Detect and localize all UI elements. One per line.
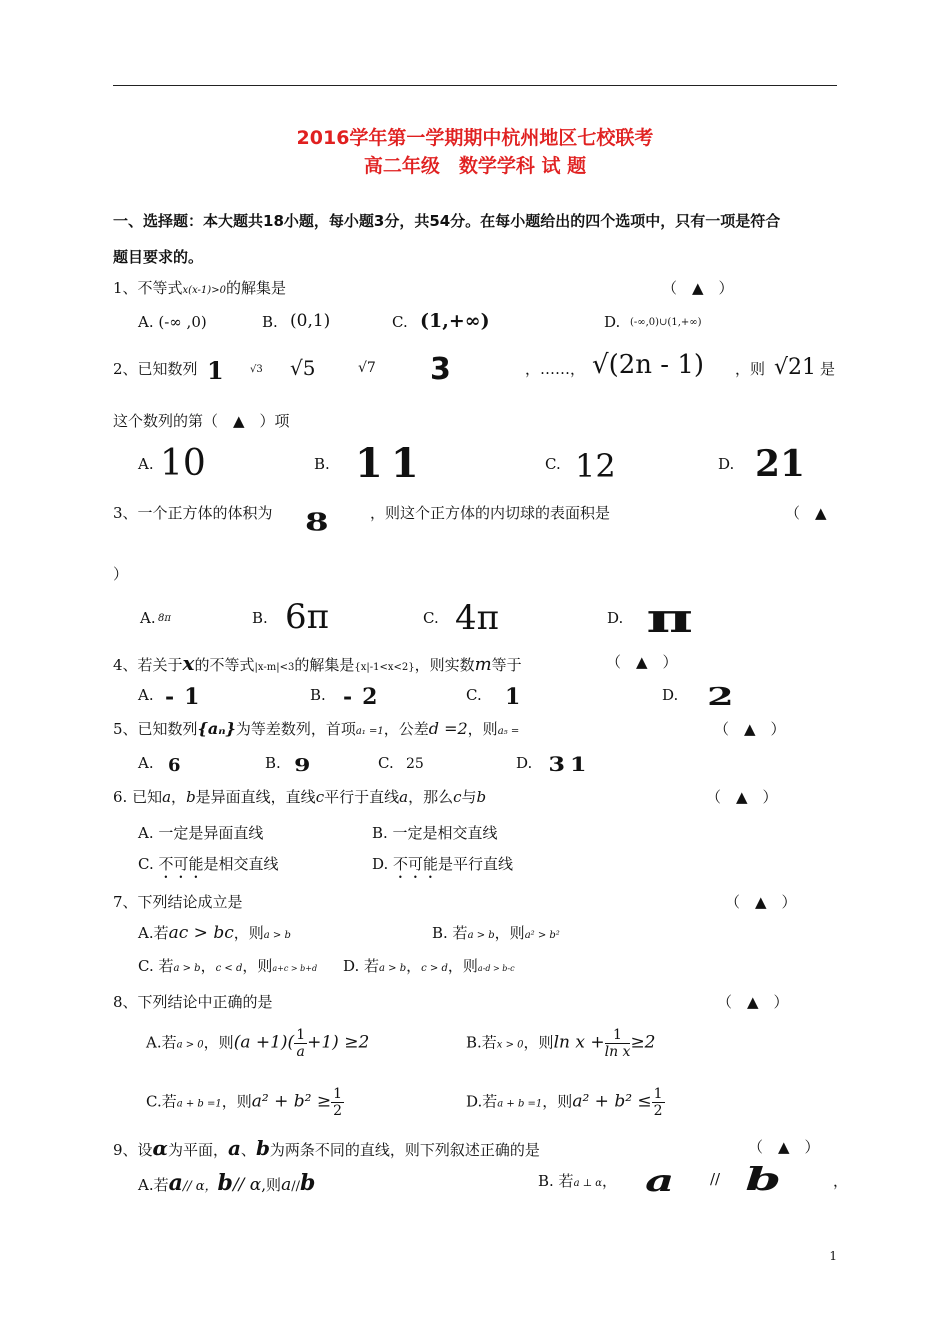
q8-a-frac xyxy=(294,1027,307,1060)
q4-option-b: -2 xyxy=(343,684,388,710)
q5-tail: ，则 xyxy=(467,720,498,738)
q8-c-num: 1 xyxy=(333,1086,343,1102)
q1-option-b: (0,1) xyxy=(290,311,331,331)
q1-option-c: (1,+∞) xyxy=(420,310,490,332)
q8-a-expr2: +1) ≥2 xyxy=(307,1032,370,1053)
q6-option-c-emph: 不可能 xyxy=(158,855,204,873)
question-4 xyxy=(113,651,522,675)
q8-d-num: 1 xyxy=(653,1086,663,1102)
q1-expr: x(x-1)>0 xyxy=(182,285,226,296)
q8-answer-mark: （ ▲ ） xyxy=(717,993,789,1011)
q3-answer-mark: （ ▲ xyxy=(785,504,827,522)
q8-b-den: ln x xyxy=(604,1044,631,1060)
q1-option-a: A. (-∞ ,0) xyxy=(138,313,207,331)
q8-a-cond: a > 0 xyxy=(176,1039,204,1051)
q4-option-c: 1 xyxy=(505,684,521,710)
q5-option-b-label: B. xyxy=(265,754,281,772)
q7-option-a xyxy=(138,922,291,943)
section-header: 一、选择题：本大题共18小题，每小题3分，共54分。在每小题给出的四个选项中，只有一项是符合 xyxy=(113,212,781,230)
q3-option-c-label: C. xyxy=(423,609,439,627)
q6-option-d-rest: 是平行直线 xyxy=(438,855,514,873)
q7-c-sep: ， xyxy=(200,957,216,975)
q7-option-b xyxy=(432,922,560,943)
q9-a-res-a: a xyxy=(281,1175,292,1195)
q8-c-frac xyxy=(331,1086,344,1119)
q4-answer-mark: （ ▲ ） xyxy=(606,653,678,671)
q9-mid: 为平面， xyxy=(167,1141,228,1159)
q1-option-d: (-∞,0)∪(1,+∞) xyxy=(630,317,702,328)
q9-a-par3: // xyxy=(291,1179,300,1194)
q1-answer-mark: （ ▲ ） xyxy=(662,279,734,297)
q5-option-a: 6 xyxy=(168,755,181,776)
q8-c-label: C.若 xyxy=(146,1092,177,1111)
q9-a-line-a: a xyxy=(168,1170,183,1196)
q4-var2: m xyxy=(474,654,492,675)
q2-then: ，则 xyxy=(735,360,766,378)
q9-a: a xyxy=(227,1136,241,1160)
q8-option-c xyxy=(146,1086,344,1119)
q4-stem: 4、若关于 xyxy=(113,656,183,674)
q5-option-b: 9 xyxy=(294,755,311,776)
exam-title: 2016学年第一学期期中杭州地区七校联考 xyxy=(296,127,654,149)
q8-b-expr1: ln x + xyxy=(553,1032,605,1053)
q8-b-frac xyxy=(605,1027,631,1060)
q2-option-b-label: B. xyxy=(314,455,330,473)
q8-d-label: D.若 xyxy=(466,1092,498,1111)
q5-answer-mark: （ ▲ ） xyxy=(714,720,786,738)
q8-option-a xyxy=(146,1027,369,1060)
q2-option-d-label: D. xyxy=(718,455,735,473)
q3-option-b: 6π xyxy=(285,597,329,637)
q9-b-line-a: a xyxy=(645,1164,675,1199)
q7-option-c xyxy=(138,955,317,976)
q6-answer-mark: （ ▲ ） xyxy=(706,788,778,806)
q6-option-c-label: C. xyxy=(138,855,159,873)
q2-target: √21 xyxy=(774,355,817,380)
q3-option-a-label: A. xyxy=(140,609,156,627)
q7-a-result: a > b xyxy=(263,930,291,941)
q9-a-res-b: b xyxy=(299,1170,316,1196)
q9-option-b xyxy=(538,1170,617,1191)
question-3-stem: 3、一个正方体的体积为 xyxy=(113,504,273,522)
q7-d-cond1: a > b xyxy=(379,963,407,974)
q2-term-2: √3 xyxy=(250,364,263,375)
q4-mid: 的不等式 xyxy=(194,656,255,674)
q9-tail: 为两条不同的直线，则下列叙述正确的是 xyxy=(269,1141,540,1159)
q7-c-cond2: c < d xyxy=(215,963,243,974)
question-8-stem: 8、下列结论中正确的是 xyxy=(113,993,273,1011)
q8-a-expr1: (a +1)( xyxy=(233,1032,295,1053)
question-6: 6. 已知a，b是异面直线，直线c平行于直线a，那么c与b xyxy=(113,788,487,806)
q8-option-d xyxy=(466,1086,665,1119)
q9-b-line-b: b xyxy=(745,1160,782,1198)
q6-stem: 6. 已知 xyxy=(113,788,163,806)
q3-option-d-label: D. xyxy=(607,609,624,627)
q9-b-label: B. 若 xyxy=(538,1172,574,1190)
q9-a-then: ,则 xyxy=(261,1176,282,1194)
q5-option-d-label: D. xyxy=(516,754,533,772)
q7-b-result: a² > b² xyxy=(524,930,560,941)
q2-continuation: 这个数列的第（ ▲ ）项 xyxy=(113,412,290,430)
q3-option-d: π xyxy=(646,595,694,642)
q3-tail: ，则这个正方体的内切球的表面积是 xyxy=(370,504,611,522)
q7-a-then: ，则 xyxy=(233,924,264,942)
q5-mid: 为等差数列，首项 xyxy=(235,720,356,738)
q9-a-label: A.若 xyxy=(138,1176,169,1194)
q6-option-b: B. 一定是相交直线 xyxy=(372,824,498,842)
q8-a-label: A.若 xyxy=(146,1033,177,1052)
q2-option-c-label: C. xyxy=(545,455,561,473)
q4-tail2: 等于 xyxy=(491,656,522,674)
q4-tail: ，则实数 xyxy=(414,656,475,674)
q6-c: c xyxy=(315,788,325,806)
q7-a-cond: ac > bc xyxy=(168,923,234,943)
section-header-cont: 题目要求的。 xyxy=(113,248,204,266)
q2-is: 是 xyxy=(820,360,836,378)
q6-option-d-label: D. xyxy=(372,855,394,873)
q8-c-den: 2 xyxy=(333,1103,343,1119)
q9-b-sep: ， xyxy=(602,1172,618,1190)
q5-d: d =2 xyxy=(428,719,468,738)
q6-option-c xyxy=(138,853,279,882)
q7-d-label: D. 若 xyxy=(343,957,380,975)
question-1 xyxy=(113,277,286,298)
q5-stem: 5、已知数列 xyxy=(113,720,198,738)
q4-var: x xyxy=(182,651,195,675)
q4-set: {x|-1<x<2} xyxy=(354,662,415,673)
q9-option-a xyxy=(138,1170,315,1196)
q4-option-a: -1 xyxy=(165,684,210,710)
q7-a-label: A.若 xyxy=(138,924,169,942)
q5-seq: {aₙ} xyxy=(197,719,236,738)
q9-b: b xyxy=(255,1136,270,1160)
q6-b2: b xyxy=(476,788,487,806)
q7-d-sep: ， xyxy=(406,957,422,975)
q2-ellipsis: ，……， xyxy=(525,360,586,378)
question-5 xyxy=(113,718,519,739)
q9-alpha: α xyxy=(152,1136,168,1160)
q8-d-cond: a + b =1 xyxy=(497,1098,543,1110)
q8-c-expr: a² + b² ≥ xyxy=(251,1091,332,1112)
q8-b-label: B.若 xyxy=(466,1033,497,1052)
q7-b-cond: a > b xyxy=(467,930,495,941)
q4-option-a-label: A. xyxy=(138,686,154,704)
q4-option-d: 2 xyxy=(706,682,734,711)
q5-option-a-label: A. xyxy=(138,754,154,772)
q2-term-3: √5 xyxy=(290,356,316,380)
question-2-stem: 2、已知数列 xyxy=(113,360,198,378)
q7-d-result: a-d > b-c xyxy=(477,964,515,973)
q5-a5: a₅ = xyxy=(497,726,520,737)
q1-option-c-label: C. xyxy=(392,313,408,331)
q2-option-d: 21 xyxy=(755,443,806,485)
top-rule xyxy=(113,85,837,86)
q3-volume: 8 xyxy=(305,509,329,537)
q2-term-5: 3 xyxy=(430,352,451,387)
q2-term-4: √7 xyxy=(358,360,376,376)
q9-answer-mark: （ ▲ ） xyxy=(748,1138,820,1156)
q7-b-label: B. 若 xyxy=(432,924,468,942)
q7-c-cond1: a > b xyxy=(173,963,201,974)
q6-mid3: ，那么 xyxy=(408,788,454,806)
q8-d-then: ，则 xyxy=(542,1092,573,1111)
q8-d-expr: a² + b² ≤ xyxy=(572,1091,652,1112)
q7-c-result: a+c > b+d xyxy=(272,964,318,973)
q5-mid2: ，公差 xyxy=(383,720,429,738)
q8-d-den: 2 xyxy=(653,1103,663,1119)
q3-option-b-label: B. xyxy=(252,609,268,627)
q7-answer-mark: （ ▲ ） xyxy=(725,893,797,911)
q4-expr: |x-m|<3 xyxy=(254,662,295,673)
q6-option-d xyxy=(372,853,513,882)
q2-option-b: 11 xyxy=(355,440,427,487)
q1-option-d-label: D. xyxy=(604,313,621,331)
q7-c-then: ，则 xyxy=(242,957,273,975)
q6-a: a xyxy=(162,788,172,806)
q6-mid: 是异面直线，直线 xyxy=(195,788,316,806)
q5-a1: a₁ =1 xyxy=(355,726,384,737)
q9-a-line-b: b xyxy=(217,1170,233,1196)
q8-option-b xyxy=(466,1027,656,1060)
q9-a-par2: // α xyxy=(232,1175,262,1195)
q4-mid2: 的解集是 xyxy=(294,656,355,674)
q9-b-cond: a ⊥ α xyxy=(573,1178,603,1189)
q4-option-d-label: D. xyxy=(662,686,679,704)
q2-term-1: 1 xyxy=(207,356,224,385)
q2-option-c: 12 xyxy=(575,447,616,485)
q8-b-then: ，则 xyxy=(523,1033,554,1052)
q6-option-c-rest: 是相交直线 xyxy=(203,855,279,873)
q7-b-then: ，则 xyxy=(494,924,525,942)
q9-a-par1: // α， xyxy=(182,1179,218,1194)
q4-option-b-label: B. xyxy=(310,686,326,704)
q8-b-cond: x > 0 xyxy=(496,1039,524,1051)
q5-option-d: 31 xyxy=(548,752,592,776)
q6-option-d-emph: 不可能 xyxy=(393,855,439,873)
q9-sep: 、 xyxy=(240,1141,256,1159)
q9-b-par: // xyxy=(710,1170,721,1188)
page-number: 1 xyxy=(829,1249,837,1263)
q6-a2: a xyxy=(399,788,409,806)
q8-a-num: 1 xyxy=(296,1027,306,1043)
q6-b: b xyxy=(186,788,196,806)
q8-b-expr2: ≥2 xyxy=(630,1032,656,1053)
q8-c-then: ，则 xyxy=(221,1092,252,1111)
q6-mid4: 与 xyxy=(461,788,477,806)
q9-stem: 9、设 xyxy=(113,1141,153,1159)
q4-option-c-label: C. xyxy=(466,686,482,704)
q7-option-d xyxy=(343,955,515,976)
q2-option-a: 10 xyxy=(160,443,206,484)
q2-general-term: √(2n - 1) xyxy=(592,350,704,380)
q8-a-den: a xyxy=(296,1044,305,1060)
q1-tail: 的解集是 xyxy=(225,279,286,297)
q6-c2: c xyxy=(453,788,462,806)
q2-option-a-label: A. xyxy=(138,455,154,473)
q1-option-b-label: B. xyxy=(262,313,278,331)
q1-stem: 1、不等式 xyxy=(113,279,183,297)
question-7-stem: 7、下列结论成立是 xyxy=(113,893,243,911)
q9-b-comma: ， xyxy=(833,1172,849,1190)
q5-option-c: 25 xyxy=(406,756,424,772)
exam-subtitle: 高二年级 数学学科 试 题 xyxy=(363,155,587,177)
q8-c-cond: a + b =1 xyxy=(176,1098,222,1110)
q5-option-c-label: C. xyxy=(378,754,394,772)
q7-d-cond2: c > d xyxy=(421,963,448,974)
q3-option-c: 4π xyxy=(455,598,499,638)
q3-option-a: 8π xyxy=(158,613,171,624)
question-9 xyxy=(113,1136,540,1160)
q8-a-then: ，则 xyxy=(203,1033,234,1052)
q6-mid2: 平行于直线 xyxy=(324,788,400,806)
q8-d-frac xyxy=(652,1086,665,1119)
q7-c-label: C. 若 xyxy=(138,957,174,975)
q3-answer-close: ） xyxy=(113,565,129,583)
q8-b-num: 1 xyxy=(605,1027,631,1044)
q7-d-then: ，则 xyxy=(447,957,478,975)
q6-option-a: A. 一定是异面直线 xyxy=(138,824,264,842)
